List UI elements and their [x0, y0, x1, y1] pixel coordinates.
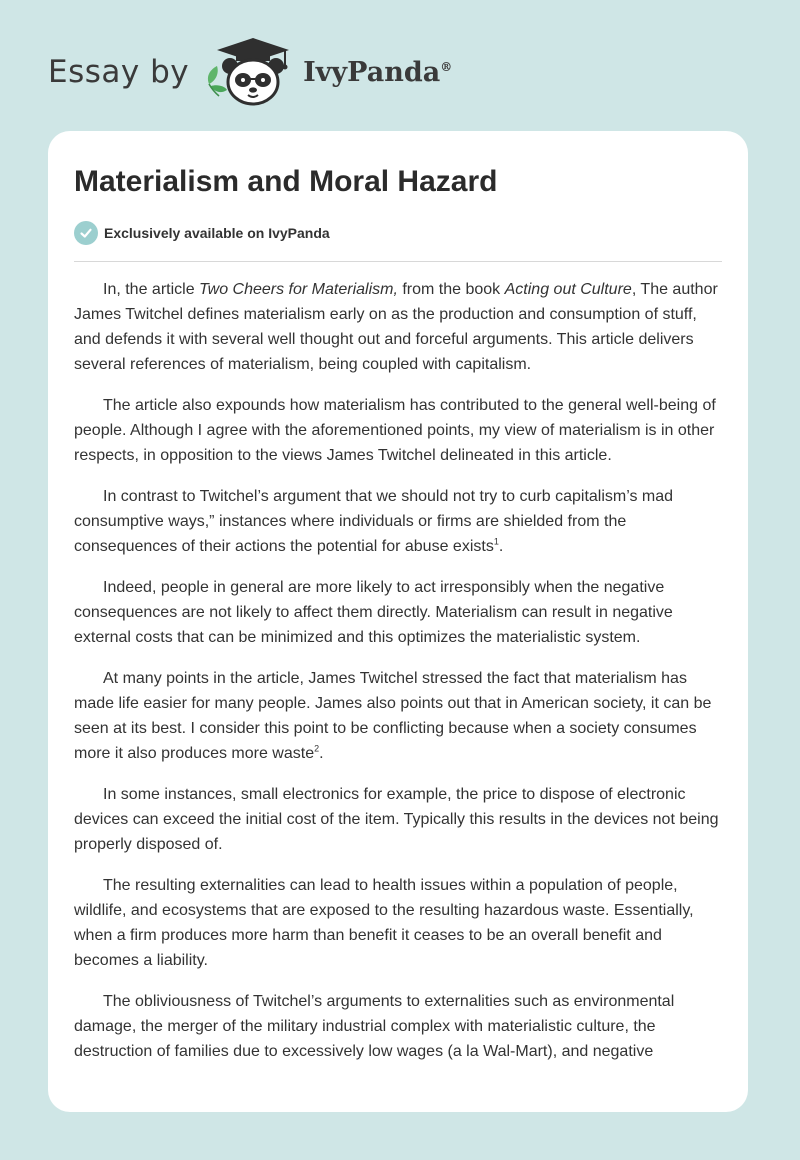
- brand-name[interactable]: IvyPanda®: [303, 56, 453, 88]
- paragraph: At many points in the article, James Twitchel stressed the fact that materialism has made life easier for many people. James also points out that in American society, it can be seen at its best. I consider this point to be conflicting because when a society consumes more it also produces more waste$^2$.: [74, 670, 712, 762]
- essay-card: [48, 131, 748, 1112]
- badge-label: Exclusively available on IvyPanda: [104, 225, 330, 241]
- essay-by-label: Essay by: [48, 54, 190, 90]
- paragraph: In some instances, small electronics for example, the price to dispose of electronic devices can exceed the initial cost of the item. Typically this results in the devices not being properly disposed of.: [74, 786, 719, 853]
- page-title: Materialism and Moral Hazard: [74, 165, 498, 198]
- trademark-symbol: ®: [440, 59, 453, 74]
- exclusive-badge: [74, 221, 330, 245]
- check-icon: [74, 221, 98, 245]
- paragraph: In contrast to Twitchel’s argument that we should not try to curb capitalism’s mad consumptive ways,” instances where individuals or firms are shielded from the consequences of their actions the potential for abuse exists$^1$.: [74, 488, 674, 555]
- paragraph: Indeed, people in general are more likely to act irresponsibly when the negative consequences are not likely to affect them directly. Materialism can result in negative external costs that can be minimized and this optimizes the materialistic system.: [74, 579, 673, 646]
- site-header: [48, 36, 508, 108]
- panda-logo-icon[interactable]: [203, 36, 299, 108]
- footnote-ref[interactable]: 2: [314, 743, 320, 754]
- essay-body: [74, 277, 724, 1080]
- divider: [74, 261, 722, 262]
- paragraph: The resulting externalities can lead to health issues within a population of people, wildlife, and ecosystems that are exposed to the resulting hazardous waste. Essentially, when a firm produces more harm than benefit it ceases to be an overall benefit and becomes a liability.: [74, 877, 694, 969]
- footnote-ref[interactable]: 1: [493, 536, 499, 547]
- paragraph: The article also expounds how materialism has contributed to the general well-being of people. Although I agree with the aforementioned points, my view of materialism is in other respects, in opposition to the views James Twitchel delineated in this article.: [74, 397, 716, 464]
- paragraph: The obliviousness of Twitchel’s arguments to externalities such as environmental damage, the merger of the military industrial complex with materialistic culture, the destruction of families due to excessively low wages (a la Wal-Mart), and negative: [74, 993, 675, 1060]
- paragraph: In, the article Two Cheers for Materialism, from the book Acting out Culture, The author James Twitchel defines materialism early on as the production and consumption of stuff, and defends it with several well thought out and forceful arguments. This article delivers several references of materialism, being coupled with capitalism.: [74, 281, 718, 373]
